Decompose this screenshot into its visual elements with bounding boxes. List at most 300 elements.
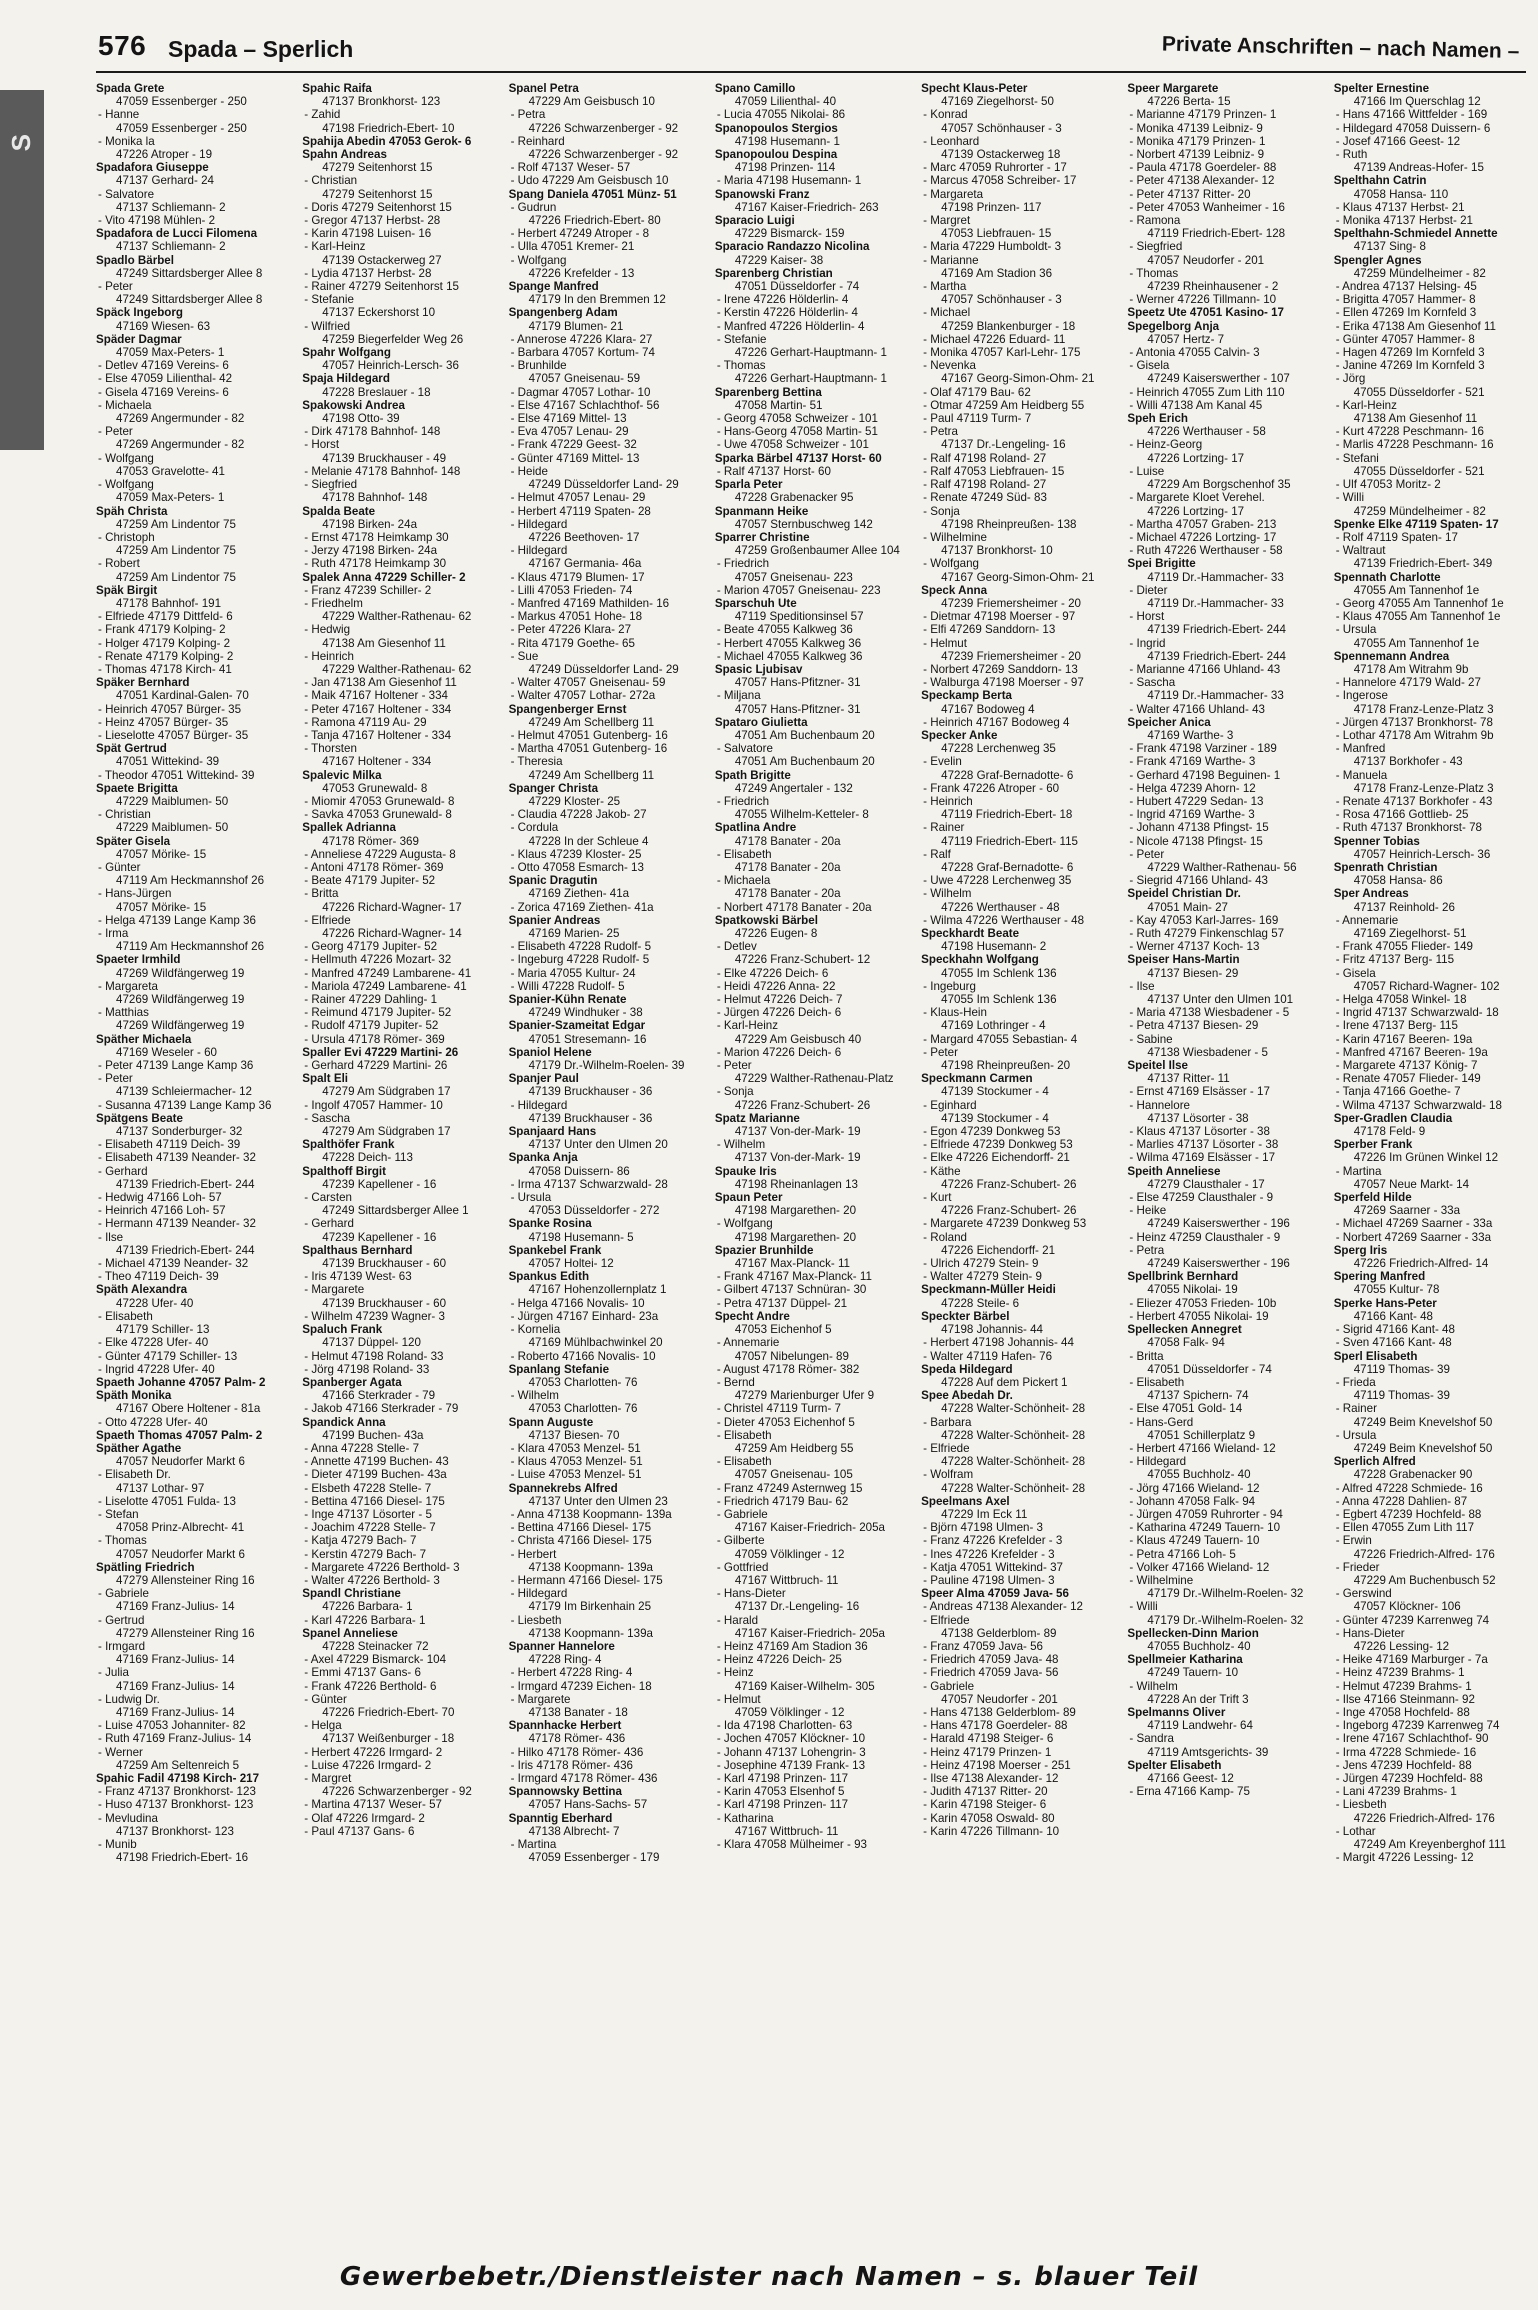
entry-given-name: - Manfred	[1335, 742, 1386, 756]
entry-given-name: - Heinz 47226 Deich- 25	[716, 1653, 842, 1667]
entry-given-name: - Klara 47058 Mülheimer - 93	[716, 1838, 867, 1852]
entry-address: 47167 Germania- 46a	[528, 557, 642, 571]
entry-address: 47139 Bruckhauser - 49	[322, 451, 447, 465]
entry-given-name: - Klaus-Hein	[923, 1006, 987, 1020]
entry-address: 47055 Im Schlenk 136	[941, 966, 1057, 980]
entry-surname: Speiser Hans-Martin	[1127, 953, 1240, 967]
entry-address: 47226 Berta- 15	[1147, 95, 1231, 109]
entry-address: 47269 Angermunder - 82	[116, 412, 245, 426]
entry-address: 47057 Mörike- 15	[116, 847, 207, 861]
entry-surname: Spennemann Andrea	[1333, 649, 1450, 663]
entry-given-name: - Lothar 47178 Am Witrahm 9b	[1335, 728, 1494, 742]
entry-given-name: - Jerzy 47198 Birken- 24a	[304, 544, 438, 558]
entry-address: 47137 Unter den Ulmen 20	[528, 1138, 668, 1152]
entry-given-name: - Walter 47226 Berthold- 3	[304, 1573, 440, 1587]
entry-given-name: - Walter 47057 Gneisenau- 59	[510, 676, 666, 690]
entry-surname: Spät Gertrud	[96, 742, 167, 756]
entry-given-name: - Friedrich 47059 Java- 56	[923, 1666, 1059, 1680]
entry-address: 47229 Am Geisbusch 10	[528, 95, 655, 109]
entry-given-name: - Gerhard	[98, 1164, 148, 1178]
entry-given-name: - Friedrich	[716, 794, 770, 808]
entry-address: 47249 Am Schellberg 11	[528, 768, 655, 782]
entry-address: 47057 Schönhauser - 3	[941, 121, 1062, 135]
entry-address: 47226 Richard-Wagner- 17	[322, 900, 462, 914]
entry-surname: Spanier-Szameitat Edgar	[508, 1019, 646, 1033]
entry-address: 47057 Gneisenau- 59	[528, 372, 641, 386]
entry-address: 47279 Seitenhorst 15	[322, 187, 433, 201]
entry-given-name: - Rolf 47137 Weser- 57	[510, 161, 631, 175]
entry-surname: Specker Anke	[921, 728, 998, 742]
entry-surname: Spalthöfer Frank	[302, 1138, 395, 1152]
entry-given-name: - Friedrich 47179 Bau- 62	[716, 1494, 849, 1508]
entry-surname: Spauke Iris	[714, 1164, 777, 1178]
entry-given-name: - Frank 47226 Berthold- 6	[304, 1679, 437, 1693]
entry-surname: Speh Erich	[1127, 412, 1188, 426]
entry-address: 47137 Von-der-Mark- 19	[734, 1125, 861, 1139]
entry-address: 47226 Im Grünen Winkel 12	[1353, 1151, 1499, 1165]
entry-given-name: - Theresia	[510, 755, 563, 769]
entry-surname: Spazier Brunhilde	[714, 1243, 814, 1257]
entry-given-name: - Ralf 47137 Horst- 60	[716, 464, 831, 478]
entry-address: 47179 Dr.-Wilhelm-Roelen- 39	[528, 1059, 685, 1073]
entry-given-name: - Walter 47057 Lothar- 272a	[510, 689, 656, 703]
entry-address: 47051 Am Buchenbaum 20	[734, 728, 875, 742]
entry-given-name: - Thomas 47178 Kirch- 41	[98, 662, 232, 676]
entry-given-name: - Otmar 47259 Am Heidberg 55	[923, 398, 1085, 412]
entry-address: 47055 Düsseldorfer - 521	[1353, 385, 1485, 399]
entry-given-name: - Luise 47053 Menzel- 51	[510, 1468, 642, 1482]
entry-address: 47137 Unter den Ulmen 23	[528, 1494, 668, 1508]
entry-address: 47059 Völklinger - 12	[734, 1547, 845, 1561]
entry-surname: Spelter Elisabeth	[1127, 1758, 1222, 1772]
entry-surname: Spanberger Agata	[302, 1375, 402, 1389]
entry-address: 47139 Stockumer - 4	[941, 1111, 1049, 1125]
entry-surname: Spandick Anna	[302, 1415, 386, 1429]
entry-given-name: - Mevludina	[98, 1811, 158, 1825]
entry-address: 47138 Albrecht- 7	[528, 1824, 620, 1838]
entry-given-name: - Heinrich 47167 Bodoweg 4	[923, 715, 1070, 729]
entry-address: 47279 Am Südgraben 17	[322, 1125, 451, 1139]
entry-address: 47051 Stresemann- 16	[528, 1032, 647, 1046]
entry-given-name: - Michael 47226 Lortzing- 17	[1129, 530, 1277, 544]
entry-given-name: - Karl-Heinz	[1335, 398, 1397, 412]
entry-address: 47057 Mörike- 15	[116, 900, 207, 914]
entry-address: 47226 Friedrich-Alfred- 14	[1353, 1257, 1489, 1271]
entry-address: 47167 Wittbruch- 11	[734, 1824, 839, 1838]
entry-given-name: - Bernd	[716, 1375, 755, 1389]
entry-given-name: - Paula 47178 Goerdeler- 88	[1129, 161, 1277, 175]
entry-surname: Sparrer Christine	[714, 530, 810, 544]
entry-surname: Spannhacke Herbert	[508, 1719, 622, 1733]
entry-address: 47226 Friedrich-Ebert- 70	[322, 1705, 455, 1719]
entry-given-name: - Hedwig	[304, 623, 351, 637]
entry-given-name: - Frank 47179 Kolping- 2	[98, 623, 226, 637]
entry-address: 47259 Am Lindentor 75	[116, 517, 236, 531]
entry-address: 47249 Kaiserswerther - 107	[1147, 372, 1290, 386]
entry-address: 47167 Hohenzollernplatz 1	[528, 1283, 667, 1297]
entry-given-name: - Georg 47058 Schweizer - 101	[716, 412, 878, 426]
entry-given-name: - Frieder	[1335, 1560, 1380, 1574]
page-footer	[0, 2262, 1538, 2302]
entry-surname: Spadafora Giuseppe	[96, 161, 209, 175]
entry-given-name: - Wilfried	[304, 319, 351, 333]
entry-given-name: - Helmut	[923, 636, 967, 650]
entry-surname: Späth Alexandra	[96, 1283, 188, 1297]
entry-given-name: - Norbert 47178 Banater - 20a	[716, 900, 872, 914]
entry-given-name: - Erna 47166 Kamp- 75	[1129, 1785, 1250, 1799]
entry-address: 47119 Landwehr- 64	[1147, 1719, 1253, 1733]
entry-address: 47055 Kultur- 78	[1353, 1283, 1440, 1297]
entry-given-name: - Egbert 47239 Hochfeld- 88	[1335, 1507, 1482, 1521]
header-divider	[96, 71, 1526, 73]
entry-given-name: - Karin 47198 Steiger- 6	[923, 1798, 1047, 1812]
entry-address: 47169 Warthe- 3	[1147, 728, 1234, 742]
entry-address: 47228 Breslauer - 18	[322, 385, 431, 399]
entry-given-name: - Wilhelm	[510, 1389, 559, 1403]
entry-given-name: - Ingeburg 47228 Rudolf- 5	[510, 953, 650, 967]
entry-given-name: - Hans-Dieter	[1335, 1626, 1405, 1640]
entry-address: 47269 Saarner - 33a	[1353, 1204, 1461, 1218]
entry-surname: Speda Hildegard	[921, 1362, 1013, 1376]
entry-given-name: - Holger 47179 Kolping- 2	[98, 636, 231, 650]
entry-given-name: - Monika 47179 Prinzen- 1	[1129, 134, 1266, 148]
entry-given-name: - Julia	[98, 1666, 129, 1680]
entry-given-name: - Irene 47137 Berg- 115	[1335, 1019, 1458, 1033]
entry-given-name: - Gilbert 47137 Schnüran- 30	[716, 1283, 867, 1297]
entry-given-name: - Erwin	[1335, 1534, 1372, 1548]
entry-given-name: - Karl 47226 Barbara- 1	[304, 1613, 426, 1627]
entry-given-name: - Ulla 47051 Kremer- 21	[510, 240, 635, 254]
entry-given-name: - Dieter 47199 Buchen- 43a	[304, 1468, 447, 1482]
entry-given-name: - Savka 47053 Grunewald- 8	[304, 808, 452, 822]
entry-surname: Spenner Tobias	[1333, 834, 1420, 848]
entry-given-name: - Hans 47166 Wittfelder - 169	[1335, 108, 1488, 122]
entry-address: 47119 Thomas- 39	[1353, 1362, 1450, 1376]
entry-address: 47058 Duissern- 86	[528, 1164, 630, 1178]
entry-given-name: - Roland	[923, 1230, 967, 1244]
entry-surname: Spelthahn-Schmiedel Annette	[1333, 227, 1498, 241]
entry-given-name: - Hildegard	[510, 1587, 568, 1601]
entry-given-name: - Claudia 47228 Jakob- 27	[510, 808, 647, 822]
entry-given-name: - Ralf 47198 Roland- 27	[923, 478, 1047, 492]
entry-address: 47269 Angermunder - 82	[116, 438, 245, 452]
entry-address: 47167 Holtener - 334	[322, 755, 432, 769]
entry-address: 47178 Banater - 20a	[734, 887, 841, 901]
entry-given-name: - Iris 47139 West- 63	[304, 1270, 412, 1284]
entry-given-name: - Hildegard	[510, 1098, 568, 1112]
entry-surname: Spanntig Eberhard	[508, 1811, 613, 1825]
entry-address: 47059 Essenberger - 179	[528, 1851, 660, 1865]
entry-given-name: - Olaf 47179 Bau- 62	[923, 385, 1031, 399]
entry-address: 47229 Im Eck 11	[941, 1507, 1028, 1521]
entry-given-name: - Theo 47119 Deich- 39	[98, 1270, 219, 1284]
entry-given-name: - Ulrich 47279 Stein- 9	[923, 1257, 1039, 1271]
entry-address: 47119 Friedrich-Ebert- 115	[941, 834, 1078, 848]
entry-address: 47167 Bodoweg 4	[941, 702, 1035, 716]
entry-given-name: - Marlis 47228 Peschmann- 16	[1335, 438, 1494, 452]
entry-address: 47226 Franz-Schubert- 26	[941, 1177, 1077, 1191]
entry-given-name: - Ingrid 47169 Warthe- 3	[1129, 808, 1255, 822]
entry-address: 47137 Lothar- 97	[116, 1481, 205, 1495]
entry-surname: Spahic Fadil 47198 Kirch- 217	[96, 1772, 260, 1785]
entry-surname: Speckmann-Müller Heidi	[921, 1283, 1056, 1297]
entry-given-name: - Judith 47137 Ritter- 20	[923, 1785, 1048, 1799]
entry-address: 47228 In der Schleue 4	[528, 834, 649, 848]
entry-surname: Spalek Anna 47229 Schiller- 2	[302, 570, 466, 584]
entry-given-name: - Maria 47055 Kultur- 24	[510, 966, 636, 980]
entry-address: 47057 Schönhauser - 3	[941, 293, 1062, 307]
entry-given-name: - Detlev	[716, 940, 757, 954]
entry-address: 47259 Mündelheimer - 82	[1353, 266, 1486, 280]
entry-given-name: - Maria 47198 Husemann- 1	[716, 174, 862, 188]
entry-surname: Spegelborg Anja	[1127, 319, 1220, 333]
entry-given-name: - Gabriele	[716, 1507, 768, 1521]
entry-given-name: - Elfriede	[923, 1613, 970, 1627]
entry-given-name: - Zorica 47169 Ziethen- 41a	[510, 900, 654, 914]
entry-given-name: - Salvatore	[98, 187, 155, 201]
entry-surname: Spangenberger Ernst	[508, 702, 627, 716]
entry-given-name: - Herbert 47166 Wieland- 12	[1129, 1441, 1276, 1455]
entry-surname: Spangenberg Adam	[508, 306, 618, 320]
entry-surname: Sper Andreas	[1333, 887, 1409, 901]
entry-address: 47055 Am Tannenhof 1e	[1353, 583, 1480, 597]
entry-given-name: - Ines 47226 Krefelder - 3	[923, 1547, 1055, 1561]
entry-address: 47051 Düsseldorfer - 74	[1147, 1362, 1272, 1376]
entry-given-name: - Petra	[923, 425, 958, 439]
entry-given-name: - Kurt	[923, 1191, 952, 1205]
entry-surname: Spanel Anneliese	[302, 1626, 398, 1640]
entry-given-name: - Michaela	[98, 398, 152, 412]
entry-surname: Später Gisela	[96, 834, 171, 848]
entry-surname: Spanner Hannelore	[508, 1639, 615, 1653]
entry-given-name: - Günter	[304, 1692, 347, 1706]
entry-address: 47228 Steile- 6	[941, 1296, 1020, 1310]
entry-surname: Spanopoulou Despina	[714, 148, 838, 162]
entry-given-name: - Thomas	[716, 359, 766, 373]
entry-address: 47198 Rheinanlagen 13	[734, 1177, 858, 1191]
entry-given-name: - Alfred 47228 Schmiede- 16	[1335, 1481, 1483, 1495]
entry-given-name: - Leonhard	[923, 134, 980, 148]
entry-address: 47057 Hans-Pfitzner- 31	[734, 702, 861, 716]
entry-given-name: - Manfred 47167 Beeren- 19a	[1335, 1045, 1488, 1059]
entry-given-name: - Peter	[98, 1072, 133, 1086]
entry-given-name: - Margret	[304, 1772, 352, 1785]
entry-address: 47178 Am Witrahm 9b	[1353, 662, 1469, 676]
entry-given-name: - Johann 47137 Lohengrin- 3	[716, 1745, 866, 1759]
entry-surname: Spanopoulos Stergios	[714, 121, 838, 135]
entry-surname: Späth Monika	[96, 1389, 172, 1403]
entry-address: 47167 Kaiser-Friedrich- 263	[734, 200, 879, 214]
entry-given-name: - Otto 47058 Esmarch- 13	[510, 860, 644, 874]
entry-given-name: - Norbert 47269 Sanddorn- 13	[923, 662, 1078, 676]
entry-given-name: - Peter	[98, 280, 133, 294]
entry-surname: Spankus Edith	[508, 1270, 590, 1284]
entry-given-name: - Katja 47279 Bach- 7	[304, 1534, 417, 1548]
entry-surname: Speckamp Berta	[921, 689, 1012, 703]
entry-given-name: - Volker 47166 Wieland- 12	[1129, 1560, 1270, 1574]
entry-surname: Specht Klaus-Peter	[921, 82, 1028, 95]
entry-given-name: - Elisabeth	[1129, 1375, 1185, 1389]
entry-address: 47229 Am Buchenbusch 52	[1353, 1573, 1496, 1587]
entry-given-name: - Martha	[923, 280, 967, 294]
entry-address: 47249 Sittardsberger Allee 1	[322, 1204, 469, 1218]
entry-given-name: - Joachim 47228 Stelle- 7	[304, 1521, 436, 1535]
entry-given-name: - Petra 47137 Biesen- 29	[1129, 1019, 1259, 1033]
entry-given-name: - Dieter 47053 Eichenhof 5	[716, 1415, 855, 1429]
entry-address: 47055 Buchholz- 40	[1147, 1468, 1251, 1482]
entry-address: 47053 Grunewald- 8	[322, 781, 428, 795]
entry-surname: Speckmann Carmen	[921, 1072, 1033, 1086]
entry-address: 47137 Gerhard- 24	[116, 174, 214, 188]
entry-surname: Sperke Hans-Peter	[1333, 1296, 1437, 1310]
entry-given-name: - Manfred 47226 Hölderlin- 4	[716, 319, 865, 333]
entry-surname: Spada Grete	[96, 82, 165, 95]
entry-surname: Spalda Beate	[302, 504, 376, 518]
entry-given-name: - Marianne	[923, 253, 979, 267]
entry-surname: Speer Margarete	[1127, 82, 1219, 95]
entry-given-name: - Kay 47053 Karl-Jarres- 169	[1129, 913, 1279, 927]
entry-address: 47119 Thomas- 39	[1353, 1389, 1450, 1403]
entry-given-name: - Klaus 47055 Am Tannenhof 1e	[1335, 610, 1501, 624]
entry-address: 47226 Schwarzenberger - 92	[528, 121, 679, 135]
entry-address: 47057 Neudorfer Markt 6	[116, 1455, 245, 1469]
entry-address: 47178 Feld- 9	[1353, 1125, 1426, 1139]
entry-address: 47198 Rheinpreußen- 138	[941, 517, 1077, 531]
entry-surname: Speith Anneliese	[1127, 1164, 1221, 1178]
entry-address: 47139 Schleiermacher- 12	[116, 1085, 252, 1099]
entry-given-name: - Gudrun	[510, 200, 557, 214]
entry-given-name: - Björn 47198 Ulmen- 3	[923, 1521, 1044, 1535]
entry-given-name: - Karin 47058 Oswald- 80	[923, 1811, 1055, 1825]
entry-given-name: - Eva 47057 Lenau- 29	[510, 425, 629, 439]
entry-given-name: - Brunhilde	[510, 359, 567, 373]
entry-given-name: - Herbert 47119 Spaten- 28	[510, 504, 651, 518]
entry-given-name: - Hedwig 47166 Loh- 57	[98, 1191, 222, 1205]
entry-given-name: - Sonja	[923, 504, 960, 518]
entry-address: 47229 Maiblumen- 50	[116, 794, 229, 808]
entry-given-name: - Else 47167 Schlachthof- 56	[510, 398, 660, 412]
entry-given-name: - Herbert 47055 Nikolai- 19	[1129, 1309, 1269, 1323]
entry-surname: Spadafora de Lucci Filomena	[96, 227, 258, 241]
entry-address: 47058 Martin- 51	[734, 398, 823, 412]
entry-given-name: - Harald 47198 Steiger- 6	[923, 1732, 1054, 1746]
entry-surname: Spahija Abedin 47053 Gerok- 6	[302, 134, 472, 148]
entry-given-name: - Werner 47226 Tillmann- 10	[1129, 293, 1277, 307]
entry-address: 47178 Bahnhof- 191	[116, 596, 222, 610]
entry-address: 47229 Walther-Rathenau- 56	[1147, 860, 1297, 874]
entry-address: 47137 Biesen- 29	[1147, 966, 1239, 980]
entry-address: 47279 Am Südgraben 17	[322, 1085, 451, 1099]
entry-address: 47279 Allensteiner Ring 16	[116, 1626, 255, 1640]
entry-address: 47169 Marien- 25	[528, 927, 620, 940]
entry-address: 47259 Biegerfelder Weg 26	[322, 332, 464, 346]
entry-given-name: - Helmut 47198 Roland- 33	[304, 1349, 444, 1363]
entry-given-name: - Monika 47057 Karl-Lehr- 175	[923, 346, 1081, 360]
entry-given-name: - Karl 47198 Prinzen- 117	[716, 1772, 849, 1785]
entry-given-name: - Gabriele	[98, 1587, 149, 1601]
entry-given-name: - Sabine	[1129, 1032, 1173, 1046]
entry-given-name: - Evelin	[923, 755, 962, 769]
entry-address: 47178 Bahnhof- 148	[322, 491, 428, 505]
entry-surname: Spalthaus Bernhard	[302, 1243, 413, 1257]
entry-given-name: - Peter	[716, 1059, 752, 1073]
entry-given-name: - Helga 47166 Novalis- 10	[510, 1296, 645, 1310]
entry-given-name: - Dirk 47178 Bahnhof- 148	[304, 425, 441, 439]
entry-given-name: - Klaus 47239 Kloster- 25	[510, 847, 642, 861]
entry-given-name: - Peter	[923, 1045, 958, 1059]
entry-given-name: - Ellen 47055 Zum Lith 117	[1335, 1521, 1475, 1535]
entry-given-name: - Ralf 47198 Roland- 27	[923, 451, 1047, 465]
entry-given-name: - Peter 47167 Holtener - 334	[304, 702, 452, 716]
entry-given-name: - Anneliese 47229 Augusta- 8	[304, 847, 456, 861]
entry-address: 47057 Neudorfer - 201	[1147, 253, 1265, 267]
entry-surname: Speetz Ute 47051 Kasino- 17	[1127, 306, 1285, 320]
entry-address: 47249 Angertaler - 132	[734, 781, 853, 795]
entry-address: 47057 Klöckner- 106	[1353, 1600, 1461, 1614]
entry-given-name: - Helga 47139 Lange Kamp 36	[98, 913, 256, 927]
entry-address: 47137 Reinhold- 26	[1353, 900, 1455, 914]
entry-given-name: - Stefanie	[716, 332, 767, 346]
entry-given-name: - Sandra	[1129, 1732, 1174, 1746]
entry-address: 47199 Buchen- 43a	[322, 1428, 424, 1442]
entry-given-name: - Margard 47055 Sebastian- 4	[923, 1032, 1078, 1046]
entry-given-name: - Ingrid 47137 Schwarzwald- 18	[1335, 1006, 1499, 1020]
entry-surname: Spaeth Thomas 47057 Palm- 2	[96, 1428, 263, 1442]
entry-given-name: - Katja 47051 Wittekind- 37	[923, 1560, 1063, 1574]
entry-address: 47137 Bronkhorst- 123	[116, 1824, 234, 1838]
entry-given-name: - Norbert 47269 Saarner - 33a	[1335, 1230, 1492, 1244]
entry-address: 47226 Eichendorff- 21	[941, 1243, 1056, 1257]
entry-address: 47137 Düppel- 120	[322, 1336, 421, 1350]
entry-given-name: - Helmut 47057 Lenau- 29	[510, 491, 646, 505]
entry-address: 47178 Banater - 20a	[734, 860, 841, 874]
entry-given-name: - Jan 47138 Am Giesenhof 11	[304, 676, 457, 690]
entry-given-name: - Ramona	[1129, 214, 1181, 228]
entry-address: 47179 Im Birkenhain 25	[528, 1600, 652, 1614]
entry-surname: Spanlang Stefanie	[508, 1362, 610, 1376]
entry-address: 47179 In den Bremmen 12	[528, 293, 666, 307]
entry-address: 47167 Georg-Simon-Ohm- 21	[941, 570, 1095, 584]
entry-address: 47058 Hansa- 110	[1353, 187, 1449, 201]
entry-given-name: - Gertrud	[98, 1613, 145, 1627]
entry-address: 47226 Atroper - 19	[116, 148, 213, 162]
entry-given-name: - Peter	[1129, 847, 1165, 861]
entry-surname: Spätgens Beate	[96, 1111, 183, 1125]
entry-surname: Spange Manfred	[508, 280, 599, 294]
entry-given-name: - Ruth 47279 Finkenschlag 57	[1129, 927, 1285, 940]
entry-given-name: - Marcus 47058 Schreiber- 17	[923, 174, 1077, 188]
entry-address: 47169 Lothringer - 4	[941, 1019, 1046, 1033]
directory-column-4	[715, 82, 913, 2242]
entry-given-name: - Michael 47269 Saarner - 33a	[1335, 1217, 1493, 1231]
entry-given-name: - Friedrich	[716, 557, 770, 571]
entry-address: 47137 Eckershorst 10	[322, 306, 436, 320]
entry-given-name: - Walburga 47198 Moerser - 97	[923, 676, 1084, 690]
entry-given-name: - Michael	[923, 306, 971, 320]
entry-given-name: - Janine 47269 Im Kornfeld 3	[1335, 359, 1485, 373]
entry-given-name: - Heinrich 47055 Zum Lith 110	[1129, 385, 1285, 399]
entry-given-name: - Rita 47179 Goethe- 65	[510, 636, 635, 650]
entry-address: 47051 Main- 27	[1147, 900, 1228, 914]
entry-address: 47169 Ziethen- 41a	[528, 887, 630, 901]
entry-given-name: - Willi 47138 Am Kanal 45	[1129, 398, 1263, 412]
entry-given-name: - Hubert 47229 Sedan- 13	[1129, 794, 1264, 808]
entry-given-name: - Ernst 47178 Heimkamp 30	[304, 530, 449, 544]
entry-given-name: - Katharina 47249 Tauern- 10	[1129, 1521, 1281, 1535]
entry-given-name: - Jürgen 47167 Einhard- 23a	[510, 1309, 659, 1323]
entry-given-name: - Ruth	[1335, 148, 1368, 162]
entry-address: 47137 Ritter- 11	[1147, 1072, 1230, 1086]
